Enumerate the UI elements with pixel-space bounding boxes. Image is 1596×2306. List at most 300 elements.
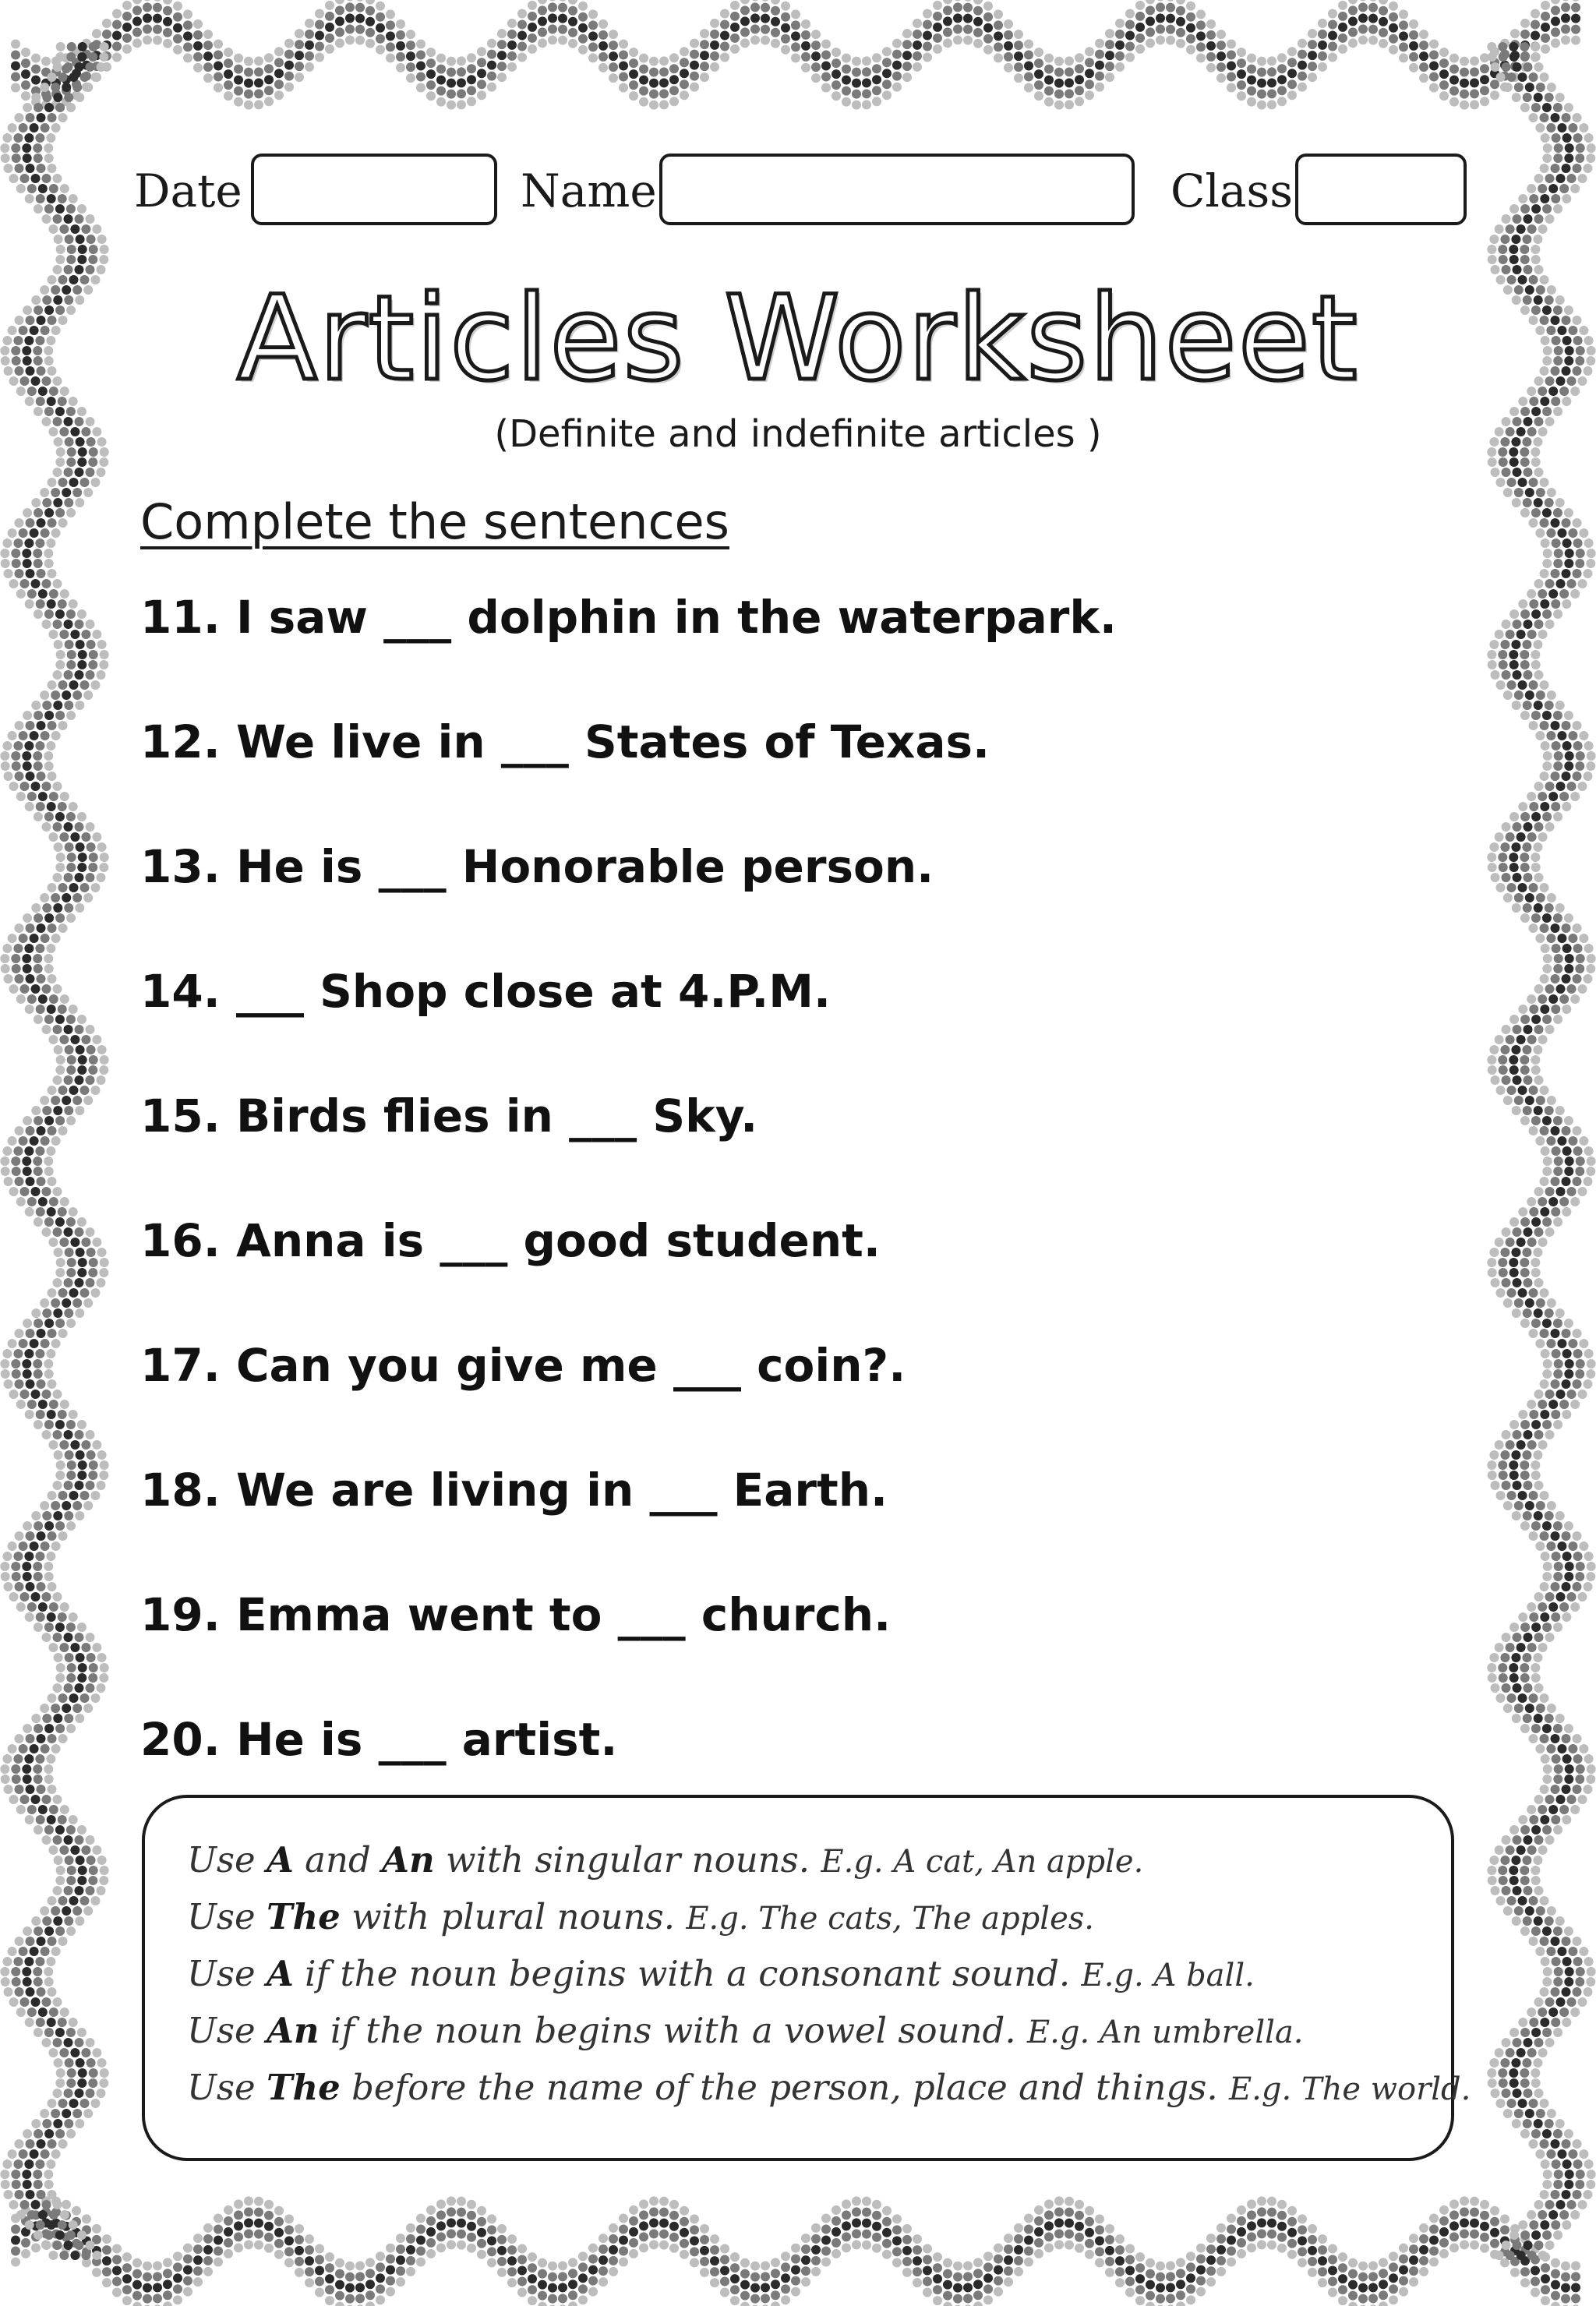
border-dot [1439,2216,1449,2226]
border-dot [1534,498,1543,507]
border-dot [1216,2256,1226,2265]
border-dot [1568,731,1577,740]
border-dot [1531,913,1541,923]
border-dot [48,772,57,781]
border-dot [477,47,486,56]
border-dot [42,93,51,102]
border-dot [1105,2268,1114,2277]
border-dot [1491,1683,1500,1693]
border-dot [49,589,58,599]
border-dot [48,832,58,842]
border-dot [1495,832,1504,842]
border-dot [973,39,983,48]
border-dot [1559,1197,1569,1206]
border-dot [1555,2119,1565,2128]
border-dot [1534,984,1544,994]
border-dot [34,1521,43,1531]
border-dot [1065,2241,1074,2250]
border-dot [173,2295,182,2304]
border-dot [1556,1795,1566,1804]
border-dot [1287,79,1297,89]
border-dot [1562,2159,1572,2169]
border-dot [315,42,324,51]
border-dot [284,2258,294,2267]
border-dot [1502,1025,1511,1034]
border-dot [234,2221,243,2230]
border-dot [67,1258,76,1267]
border-dot [53,1916,62,1926]
border-dot [1488,1268,1497,1277]
border-dot [335,2302,344,2306]
border-dot [1571,0,1580,2]
border-dot [1014,73,1023,83]
border-dot [1557,2149,1566,2159]
border-dot [92,1845,101,1855]
border-dot [1556,2200,1566,2209]
border-dot [538,2280,547,2290]
border-dot [1538,224,1548,234]
border-dot [62,488,71,497]
border-dot [1503,2109,1513,2118]
border-dot [487,2225,496,2234]
border-dot [31,174,41,183]
border-dot [86,468,95,477]
border-dot [15,1937,24,1946]
border-dot [69,1086,79,1095]
border-dot [436,2221,446,2230]
border-dot [1518,1288,1527,1298]
border-dot [9,1187,19,1196]
border-dot [13,2159,23,2169]
border-dot [1449,76,1459,85]
border-dot [234,54,243,63]
class-field[interactable] [1295,154,1467,225]
border-dot [42,1511,51,1520]
border-dot [244,101,253,110]
name-field[interactable] [659,154,1135,225]
border-dot [639,2199,648,2209]
border-dot [1298,72,1307,81]
border-dot [132,2280,142,2290]
border-dot [0,143,9,153]
border-dot [86,214,95,224]
border-dot [1551,1815,1560,1824]
date-field[interactable] [251,154,497,225]
border-dot [42,984,51,994]
border-dot [58,1491,68,1500]
border-dot [75,93,84,102]
border-dot [1529,1329,1538,1338]
border-dot [59,2048,69,2057]
border-dot [1125,2277,1135,2287]
border-dot [1085,90,1094,100]
border-dot [70,1035,79,1044]
border-dot [47,1612,56,1622]
border-dot [913,41,922,50]
border-dot [1536,893,1545,902]
border-dot [1085,2250,1094,2259]
border-dot [37,1937,46,1946]
border-dot [1338,23,1347,32]
border-dot [100,1663,109,1672]
border-dot [163,2258,172,2267]
border-dot [1409,19,1418,29]
border-dot [1584,133,1594,143]
border-dot [42,1187,51,1196]
border-dot [1586,1572,1595,1581]
border-dot [1500,2225,1509,2234]
border-dot [1480,2211,1489,2220]
border-dot [750,2,760,12]
border-dot [49,184,58,193]
border-dot [619,2236,628,2245]
border-dot [254,100,263,109]
border-dot [143,24,152,34]
border-dot [1186,12,1195,22]
border-dot [1557,123,1566,132]
border-dot [1298,2247,1307,2256]
border-dot [355,2294,365,2303]
border-dot [69,2099,79,2108]
border-dot [58,802,67,811]
border-dot [700,72,709,82]
border-dot [1571,2272,1580,2281]
border-dot [1024,2225,1033,2234]
border-dot [1517,1440,1526,1450]
border-dot [1216,2234,1226,2244]
border-dot [1540,1177,1549,1186]
border-dot [1553,1369,1562,1379]
border-dot [1576,143,1585,153]
border-dot [1553,2180,1562,2189]
border-dot [1338,2252,1347,2262]
border-dot [750,0,760,1]
border-dot [11,1764,20,1774]
border-dot [2,1552,12,1561]
border-dot [1513,1430,1522,1439]
border-dot [1564,1572,1573,1581]
border-dot [1538,1643,1548,1652]
border-dot [1527,1643,1537,1652]
border-dot [47,2018,56,2027]
border-dot [1518,680,1527,690]
border-dot [1578,1187,1587,1196]
border-dot [37,1177,46,1186]
border-dot [376,2262,385,2272]
border-dot [1379,2301,1388,2306]
border-dot [100,1055,109,1065]
border-dot [122,2252,132,2262]
border-dot [1044,76,1054,85]
border-dot [528,2285,537,2294]
border-dot [1555,93,1565,102]
border-dot [305,2234,314,2244]
border-dot [1523,1106,1532,1115]
border-dot [1024,2236,1033,2245]
border-dot [1531,1866,1540,1875]
border-dot [1546,528,1555,538]
border-dot [507,41,517,50]
border-dot [72,1096,82,1105]
border-dot [53,1714,62,1723]
border-dot [15,721,24,730]
border-dot [49,994,58,1004]
border-dot [81,224,90,234]
border-dot [1553,1116,1562,1125]
border-dot [1564,1724,1573,1733]
border-dot [193,19,203,29]
border-dot [47,599,56,609]
border-dot [19,1744,28,1753]
border-dot [1547,1704,1556,1713]
border-dot [1534,1390,1544,1399]
border-dot [376,2284,385,2294]
border-dot [1551,974,1560,983]
border-dot [801,2266,810,2276]
border-dot [26,1785,35,1794]
border-dot [416,83,425,93]
border-dot [629,2216,638,2226]
border-dot [1545,1835,1555,1845]
border-dot [1125,2244,1135,2254]
border-dot [1584,1379,1593,1389]
border-dot [1277,2244,1287,2253]
border-dot [72,690,82,700]
border-dot [25,194,34,203]
border-dot [1547,1501,1556,1510]
border-dot [1348,2302,1358,2306]
border-dot [315,31,324,41]
border-dot [1512,903,1521,913]
border-dot [46,1754,55,1764]
border-dot [639,76,648,85]
border-dot [994,20,1003,30]
border-dot [1538,1805,1547,1814]
border-dot [42,1430,51,1439]
border-dot [1166,3,1175,12]
border-dot [48,2048,58,2057]
border-dot [913,2256,922,2265]
border-dot [1520,1521,1530,1531]
border-dot [852,101,861,110]
border-dot [386,20,395,30]
border-dot [1523,93,1532,102]
border-dot [528,2296,537,2305]
border-dot [86,1025,95,1034]
border-dot [42,174,51,183]
border-dot [112,31,122,41]
border-dot [31,1308,41,1318]
border-dot [55,1724,65,1733]
border-dot [1509,1015,1519,1024]
border-dot [1509,1825,1519,1835]
border-dot [1525,690,1534,700]
border-dot [1559,2008,1569,2017]
border-dot [1480,86,1489,95]
border-dot [1531,1471,1541,1480]
border-dot [558,3,567,12]
border-dot [1534,1106,1543,1115]
border-dot [1531,1673,1541,1683]
border-dot [87,1450,96,1460]
border-dot [1551,1785,1560,1794]
border-dot [1491,1481,1500,1490]
border-dot [1562,1410,1571,1419]
border-dot [1576,549,1585,558]
border-dot [1570,1400,1580,1409]
border-dot [983,12,993,22]
border-dot [44,1217,54,1227]
border-dot [447,2196,456,2205]
border-dot [1527,2008,1536,2017]
border-dot [48,680,57,690]
border-dot [12,1775,21,1784]
border-dot [1166,25,1175,34]
border-dot [11,2236,20,2245]
border-dot [34,1977,43,1986]
border-dot [1196,42,1206,51]
border-dot [62,1906,71,1916]
border-dot [1514,488,1524,497]
border-dot [771,17,780,26]
border-dot [1513,62,1522,72]
border-dot [1318,62,1327,72]
border-dot [193,2234,203,2243]
border-dot [51,1947,61,1956]
border-dot [75,2089,84,2098]
border-dot [42,1106,51,1115]
border-dot [44,2180,54,2189]
border-dot [1573,133,1583,143]
border-dot [42,1390,51,1399]
border-dot [48,1086,57,1095]
border-dot [994,53,1003,62]
border-dot [791,20,800,30]
border-dot [1551,599,1560,609]
border-dot [1512,1106,1521,1115]
border-dot [538,2258,547,2268]
border-dot [1520,204,1530,214]
border-dot [619,2214,628,2223]
border-dot [1389,2284,1398,2294]
border-dot [1499,255,1508,264]
border-dot [1389,2273,1398,2283]
border-dot [852,68,861,77]
border-dot [872,64,881,73]
border-dot [1534,1633,1544,1642]
border-dot [83,1704,93,1713]
border-dot [1135,2296,1145,2305]
border-dot [1206,2234,1216,2243]
border-dot [30,934,39,943]
border-dot [264,97,274,106]
border-dot [811,73,821,83]
border-dot [1044,2243,1054,2252]
border-dot [1564,508,1573,517]
border-dot [690,61,699,70]
border-dot [1579,1541,1588,1551]
border-dot [102,2267,111,2276]
name-label: Name [521,164,657,217]
border-dot [1534,1714,1543,1723]
border-dot [1565,549,1574,558]
border-dot [1531,204,1541,214]
border-dot [1257,90,1266,99]
border-dot [467,53,476,62]
border-dot [193,63,203,72]
border-dot [53,822,62,832]
border-dot [1538,792,1547,801]
border-dot [1545,498,1554,507]
border-dot [66,711,76,720]
border-dot [1541,133,1550,143]
border-dot [37,2139,46,2149]
border-dot [54,1856,63,1865]
border-dot [1287,2228,1297,2237]
border-dot [1529,72,1538,82]
border-dot [1338,12,1347,21]
border-dot [274,47,284,56]
border-dot [44,2129,54,2138]
border-dot [1561,2,1570,12]
border-dot [1115,19,1125,28]
border-dot [1510,2268,1520,2277]
border-dot [1553,2028,1562,2037]
border-dot [23,1369,32,1379]
border-dot [1277,86,1287,95]
border-dot [345,0,355,1]
border-dot [264,2233,274,2242]
border-dot [588,9,598,19]
border-dot [1196,31,1206,41]
border-dot [487,2247,496,2256]
border-dot [720,2266,729,2276]
border-dot [1533,1856,1542,1865]
border-dot [376,2295,385,2304]
border-dot [31,498,41,507]
border-dot [69,1815,78,1824]
border-dot [436,87,446,96]
border-dot [406,2245,415,2255]
border-dot [69,1896,79,1905]
border-dot [315,2277,324,2287]
border-dot [26,1177,35,1186]
border-dot [1540,923,1549,933]
border-dot [81,630,90,639]
border-dot [740,2280,750,2290]
border-dot [214,51,223,60]
border-dot [1186,2251,1195,2261]
border-dot [659,2241,669,2250]
border-dot [1531,1876,1541,1885]
border-dot [33,1764,42,1774]
border-dot [639,2221,648,2230]
border-dot [1548,1197,1558,1206]
date-label: Date [134,164,242,217]
border-dot [396,2244,405,2254]
border-dot [1562,194,1571,203]
border-dot [1551,1987,1560,1997]
border-dot [11,1359,20,1368]
border-dot [86,62,95,72]
border-dot [67,1055,76,1065]
border-dot [33,143,42,153]
border-dot [933,2285,942,2294]
border-dot [386,42,395,51]
border-dot [1542,204,1552,214]
border-dot [1540,721,1549,730]
border-dot [42,2038,51,2047]
